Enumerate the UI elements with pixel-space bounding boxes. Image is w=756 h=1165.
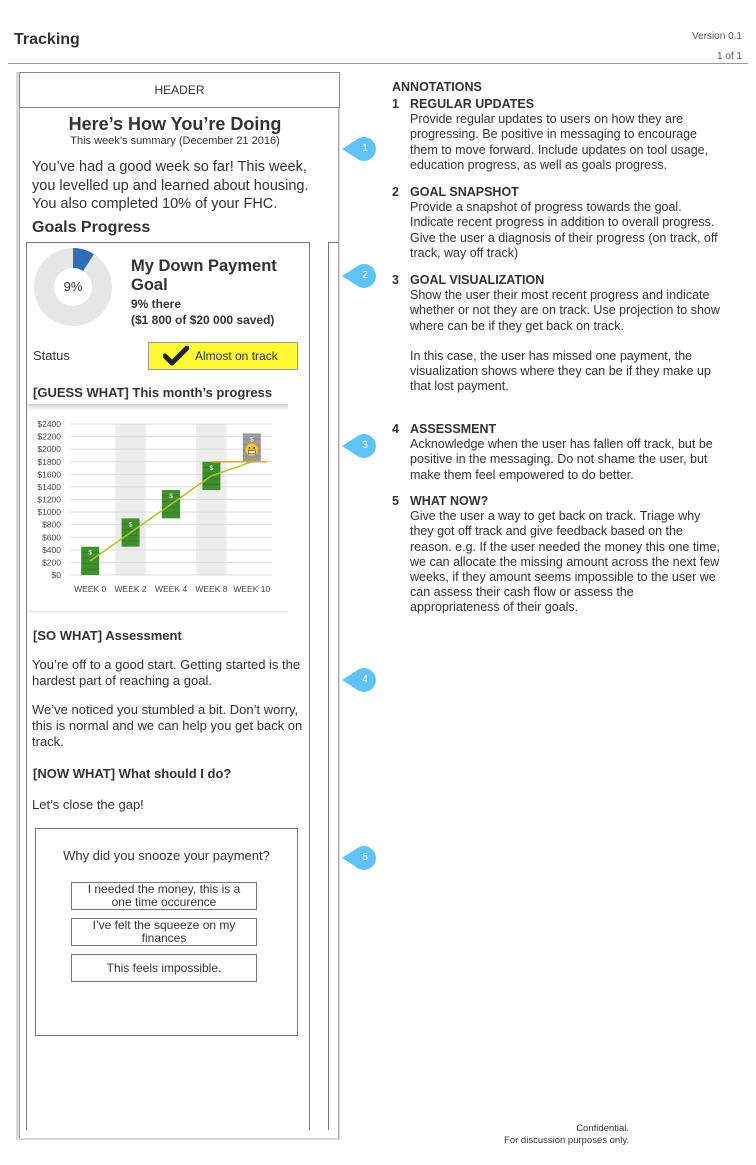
status-badge: [148, 342, 298, 370]
bar-dollar-label: $: [128, 521, 133, 529]
assessment-paragraph-2: We’ve noticed you stumbled a bit. Don’t worry, this is normal and we can help you get back on track.: [32, 702, 303, 749]
annotation-marker-5[interactable]: [342, 846, 380, 870]
annotation-marker-1[interactable]: [342, 137, 380, 161]
annotation-heading: ASSESSMENT: [410, 422, 497, 436]
y-tick-label: $2400: [37, 419, 61, 429]
y-tick-label: $200: [42, 557, 61, 568]
face-mouth: [248, 451, 255, 454]
checkmark-icon: [163, 346, 189, 366]
scrollbar[interactable]: [328, 242, 338, 1130]
x-tick-label: WEEK 8: [195, 584, 228, 594]
annotation-marker-4[interactable]: [342, 668, 380, 692]
page-count: 1 of 1: [716, 51, 742, 62]
y-tick-label: $1200: [37, 494, 61, 505]
y-tick-label: $1600: [37, 469, 61, 480]
annotation-3: [392, 273, 722, 394]
y-tick-label: $400: [42, 544, 61, 555]
annotation-number: 1: [392, 97, 399, 111]
footer-discussion: For discussion purposes only.: [504, 1135, 629, 1146]
bar-dollar-label: $: [169, 493, 173, 501]
annotation-body: Provide regular updates to users on how they are progressing. Be positive in messaging to encourage them to move forward. Include updates on tool usage, education progress, as well as goals progress.: [410, 112, 709, 172]
assessment-paragraph-1: You’re off to a good start. Getting started is the hardest part of reaching a goal.: [32, 657, 301, 688]
snooze-question: Why did you snooze your payment?: [63, 848, 270, 863]
y-tick-label: $2000: [37, 444, 61, 455]
status-value: Almost on track: [195, 349, 278, 363]
goal-name: My Down Payment Goal: [131, 257, 277, 294]
y-tick-label: $1800: [37, 456, 61, 467]
x-tick-label: WEEK 2: [114, 584, 147, 594]
y-tick-label: $2200: [37, 431, 61, 442]
annotation-number: 5: [392, 494, 399, 508]
annotation-heading: WHAT NOW?: [410, 494, 489, 508]
marker-number: 5: [362, 852, 368, 863]
marker-number: 2: [362, 270, 368, 281]
marker-number: 1: [362, 143, 368, 154]
bar-dollar-label: $: [249, 436, 254, 444]
annotation-number: 2: [392, 185, 399, 199]
grimace-face-icon: [245, 443, 258, 456]
x-tick-label: WEEK 0: [74, 584, 107, 594]
so-what-heading: [SO WHAT] Assessment: [33, 628, 182, 643]
progress-chart: [28, 414, 288, 598]
y-tick-label: $1000: [37, 507, 61, 518]
bar-dollar-label: $: [88, 549, 93, 557]
x-tick-label: WEEK 4: [154, 584, 188, 594]
x-tick-label: WEEK 10: [233, 584, 271, 594]
now-what-text: Let’s close the gap!: [32, 797, 144, 812]
footer-note: [440, 1123, 629, 1147]
title-divider: [8, 63, 748, 64]
snooze-option-impossible[interactable]: This feels impossible.: [71, 954, 257, 982]
version-label: Version 0.1: [691, 31, 742, 42]
document-title: Tracking: [14, 31, 80, 48]
annotation-heading: REGULAR UPDATES: [410, 97, 535, 111]
annotation-marker-3[interactable]: [342, 434, 380, 458]
annotation-body: Give the user a way to get back on track. Triage why they got off track and give feedback based on the reason. e.g. If the user needed the money this one time, we can allocate the missing amount across the next few weeks, if they amount seems impossible to the user we can assess their cash flow or assess the appropriateness of their goals.: [410, 509, 720, 615]
summary-intro: You’ve had a good week so far! This week, you levelled up and learned about housing. You also completed 10% of your FHC.: [32, 159, 309, 212]
annotation-marker-2[interactable]: [342, 264, 380, 288]
y-tick-label: $0: [51, 570, 61, 580]
bar-dollar-label: $: [209, 464, 214, 472]
annotation-body-extra: In this case, the user has missed one payment, the visualization shows where they can be if they make up that lost payment.: [410, 348, 711, 394]
annotation-heading: GOAL SNAPSHOT: [410, 185, 519, 199]
snooze-option-squeeze[interactable]: I’ve felt the squeeze on my finances: [71, 918, 257, 946]
summary-subheading: This week’s summary (December 21 2016): [70, 135, 280, 147]
summary-heading: Here’s How You’re Doing: [68, 114, 282, 134]
annotation-heading: GOAL VISUALIZATION: [410, 273, 545, 287]
y-tick-label: $600: [42, 532, 61, 543]
goals-progress-heading: Goals Progress: [32, 219, 151, 236]
annotation-5: [392, 494, 722, 616]
goal-percent-text: 9% there: [131, 297, 182, 311]
donut-percent-label: 9%: [63, 279, 83, 294]
annotation-body: Acknowledge when the user has fallen off track, but be positive in the messaging. Do not shame the user, but make them feel empowered to do better.: [410, 437, 713, 482]
marker-number: 4: [362, 674, 368, 685]
face-eye: [249, 447, 251, 449]
annotation-number: 3: [392, 273, 399, 287]
status-label: Status: [33, 348, 70, 363]
snooze-option-one-time[interactable]: I needed the money, this is a one time occurence: [71, 882, 257, 910]
app-header: HEADER: [19, 72, 340, 108]
annotation-number: 4: [392, 422, 399, 436]
y-tick-label: $800: [42, 519, 61, 530]
guess-what-heading: [GUESS WHAT] This month’s progress: [33, 385, 273, 400]
face-eye: [253, 447, 255, 449]
now-what-heading: [NOW WHAT] What should I do?: [33, 766, 232, 781]
annotations-title: ANNOTATIONS: [392, 80, 482, 94]
annotation-2: [392, 185, 722, 261]
version-info: [692, 27, 742, 67]
annotation-1: [392, 97, 722, 173]
marker-number: 3: [362, 440, 368, 451]
annotation-body: Show the user their most recent progress and indicate whether or not they are on track. Use projection to show where can be if they get back on track.: [410, 288, 720, 333]
annotation-body: Provide a snapshot of progress towards the goal. Indicate recent progress in addition to overall progress. Give the user a diagnosis of their progress (on track, off track, way off track): [410, 200, 718, 260]
goal-saved-text: ($1 800 of $20 000 saved): [131, 313, 275, 327]
y-tick-label: $1400: [37, 481, 61, 492]
footer-confidential: Confidential.: [576, 1123, 629, 1134]
annotation-4: [392, 422, 722, 483]
